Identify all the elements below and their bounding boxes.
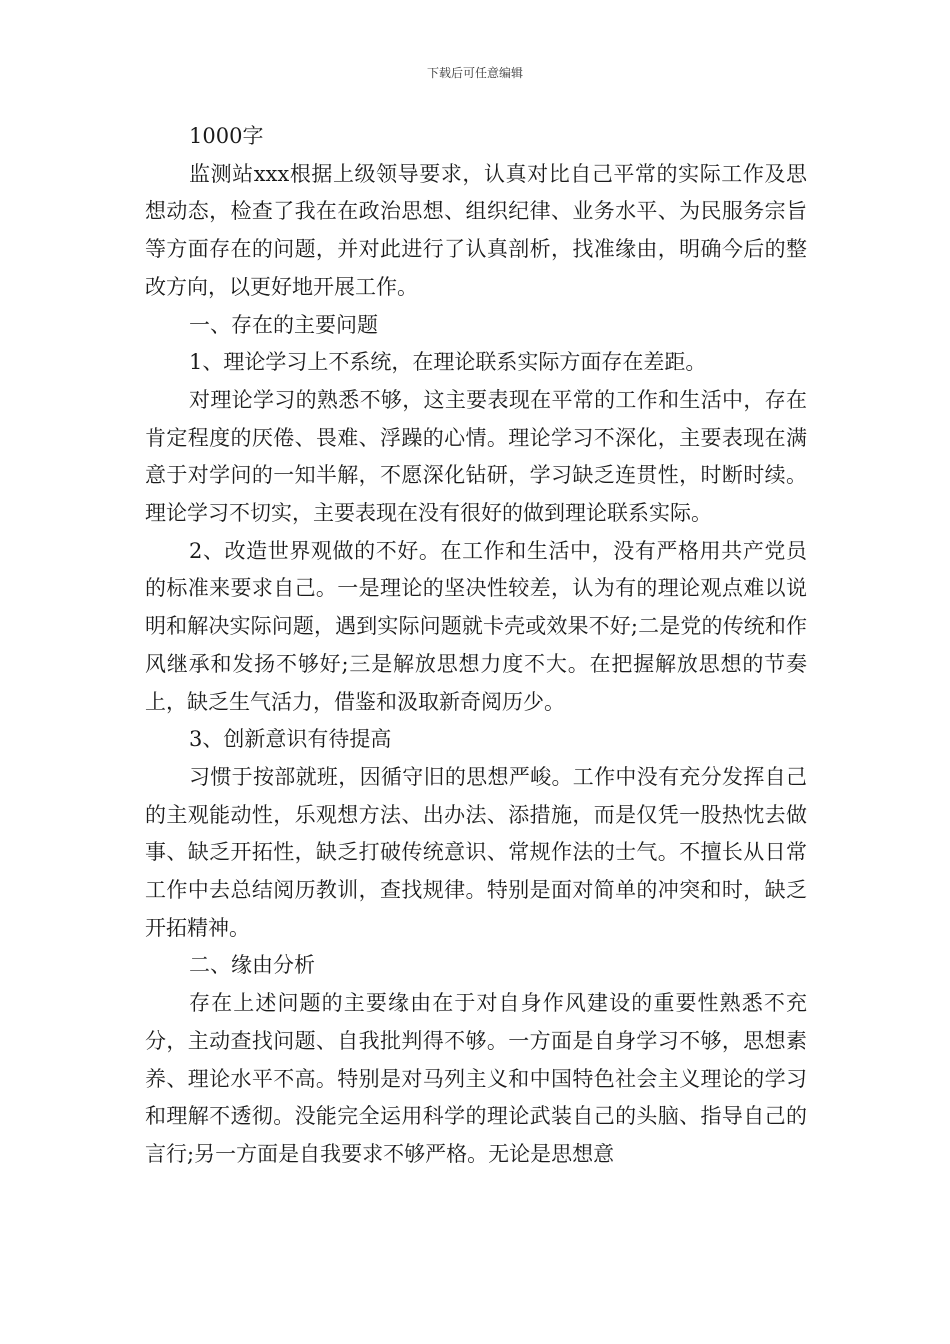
paragraph-worldview: 2、改造世界观做的不好。在工作和生活中，没有严格用共产党员的标准来要求自己。一是理论的坚决性较差，认为有的理论观点难以说明和解决实际问题，遇到实际问题就卡壳或效果不好;二是党的传统和作风继承和发扬不够好;三是解放思想力度不大。在把握解放思想的节奏上，缺乏生气活力，借鉴和汲取新奇阅历少。	[145, 538, 807, 714]
page-header: 下载后可任意编辑	[426, 66, 523, 80]
document-body	[145, 118, 807, 1174]
intro-paragraph: 监测站xxx根据上级领导要求，认真对比自己平常的实际工作及思想动态，检查了我在在政治思想、组织纪律、业务水平、为民服务宗旨等方面存在的问题，并对此进行了认真剖析，找准缘由，明确今后的整改方向，以更好地开展工作。	[145, 161, 807, 299]
paragraph-analysis: 存在上述问题的主要缘由在于对自身作风建设的重要性熟悉不充分，主动查找问题、自我批判得不够。一方面是自身学习不够，思想素养、理论水平不高。特别是对马列主义和中国特色社会主义理论的学习和理解不透彻。没能完全运用科学的理论武装自己的头脑、指导自己的言行;另一方面是自我要求不够严格。无论是思想意	[145, 991, 807, 1166]
paragraph-theory-study: 对理论学习的熟悉不够，这主要表现在平常的工作和生活中，存在肯定程度的厌倦、畏难、浮躁的心情。理论学习不深化，主要表现在满意于对学问的一知半解，不愿深化钻研，学习缺乏连贯性，时断时续。理论学习不切实，主要表现在没有很好的做到理论联系实际。	[145, 387, 807, 526]
section-heading-problems: 一、存在的主要问题	[189, 312, 378, 337]
section-heading-analysis: 二、缘由分析	[189, 953, 315, 978]
subheading-theory-study: 1、理论学习上不系统，在理论联系实际方面存在差距。	[189, 350, 707, 375]
paragraph-innovation: 习惯于按部就班，因循守旧的思想严峻。工作中没有充分发挥自己的主观能动性，乐观想方法、出办法、添措施，而是仅凭一股热忱去做事、缺乏开拓性，缺乏打破传统意识、常规作法的士气。不擅长从日常工作中去总结阅历教训，查找规律。特别是面对简单的冲突和时，缺乏开拓精神。	[145, 764, 807, 940]
word-count-line: 1000字	[189, 124, 264, 148]
subheading-innovation: 3、创新意识有待提高	[189, 727, 392, 752]
